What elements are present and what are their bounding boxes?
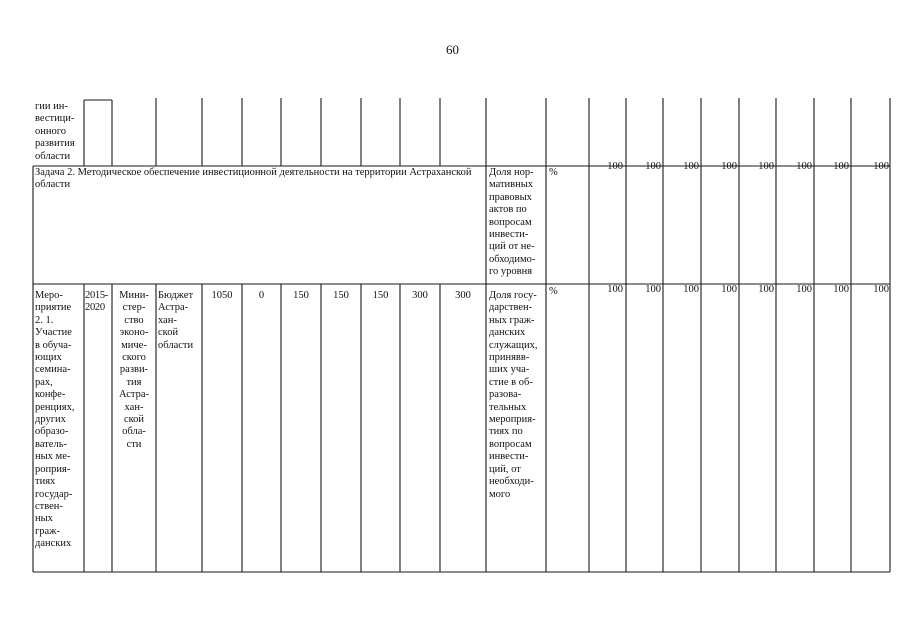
measure-amount: 150 bbox=[372, 290, 389, 301]
measure-unit: % bbox=[549, 286, 558, 297]
measure-value: 100 bbox=[645, 284, 661, 295]
measure-executor: Мини- стер- ство эконо- миче- ского разви- тия Астра- хан- ской обла- сти bbox=[118, 290, 150, 450]
task-value: 100 bbox=[683, 161, 699, 172]
measure-value: 100 bbox=[721, 284, 737, 295]
task-value: 100 bbox=[645, 161, 661, 172]
task-value: 100 bbox=[833, 161, 849, 172]
task-value: 100 bbox=[873, 161, 889, 172]
task-indicator: Доля нор- мативных правовых актов по вопросам инвести- ций от не- обходимо- го уровня bbox=[489, 167, 536, 278]
page-number: 60 bbox=[446, 42, 459, 57]
measure-value: 100 bbox=[796, 284, 812, 295]
measure-name: Меро- приятие 2. 1. Участие в обуча- ющих семина- рах, конфе- ренциях, других образо- ватель- ных ме- роприя- тиях государ- ствен- ных граж- данских bbox=[35, 290, 75, 550]
measure-period: 2015- 2020 bbox=[85, 290, 108, 314]
task-value: 100 bbox=[607, 161, 623, 172]
measure-value: 100 bbox=[758, 284, 774, 295]
measure-amount: 300 bbox=[455, 290, 471, 301]
task-value: 100 bbox=[796, 161, 812, 172]
measure-amount: 0 bbox=[258, 290, 265, 301]
measure-value: 100 bbox=[873, 284, 889, 295]
task-value: 100 bbox=[758, 161, 774, 172]
top-row-subject: гии ин- вестици- онного развития области bbox=[35, 101, 75, 162]
measure-amount-total: 1050 bbox=[211, 290, 233, 301]
measure-amount: 150 bbox=[293, 290, 309, 301]
task-title: Задача 2. Методическое обеспечение инвестиционной деятельности на территории Астраханской области bbox=[35, 167, 472, 191]
measure-amount: 300 bbox=[412, 290, 428, 301]
measure-value: 100 bbox=[683, 284, 699, 295]
measure-indicator: Доля госу- дарствен- ных граж- данских служащих, принявв- ших уча- стие в об- разова- тельных мероприя- тиях по вопросам инвести- ций, от необходи- мого bbox=[489, 290, 538, 500]
measure-amount: 150 bbox=[333, 290, 349, 301]
measure-value: 100 bbox=[607, 284, 623, 295]
measure-source: Бюджет Астра- хан- ской области bbox=[158, 290, 194, 351]
task-unit: % bbox=[549, 167, 558, 178]
measure-value: 100 bbox=[833, 284, 849, 295]
task-value: 100 bbox=[721, 161, 737, 172]
